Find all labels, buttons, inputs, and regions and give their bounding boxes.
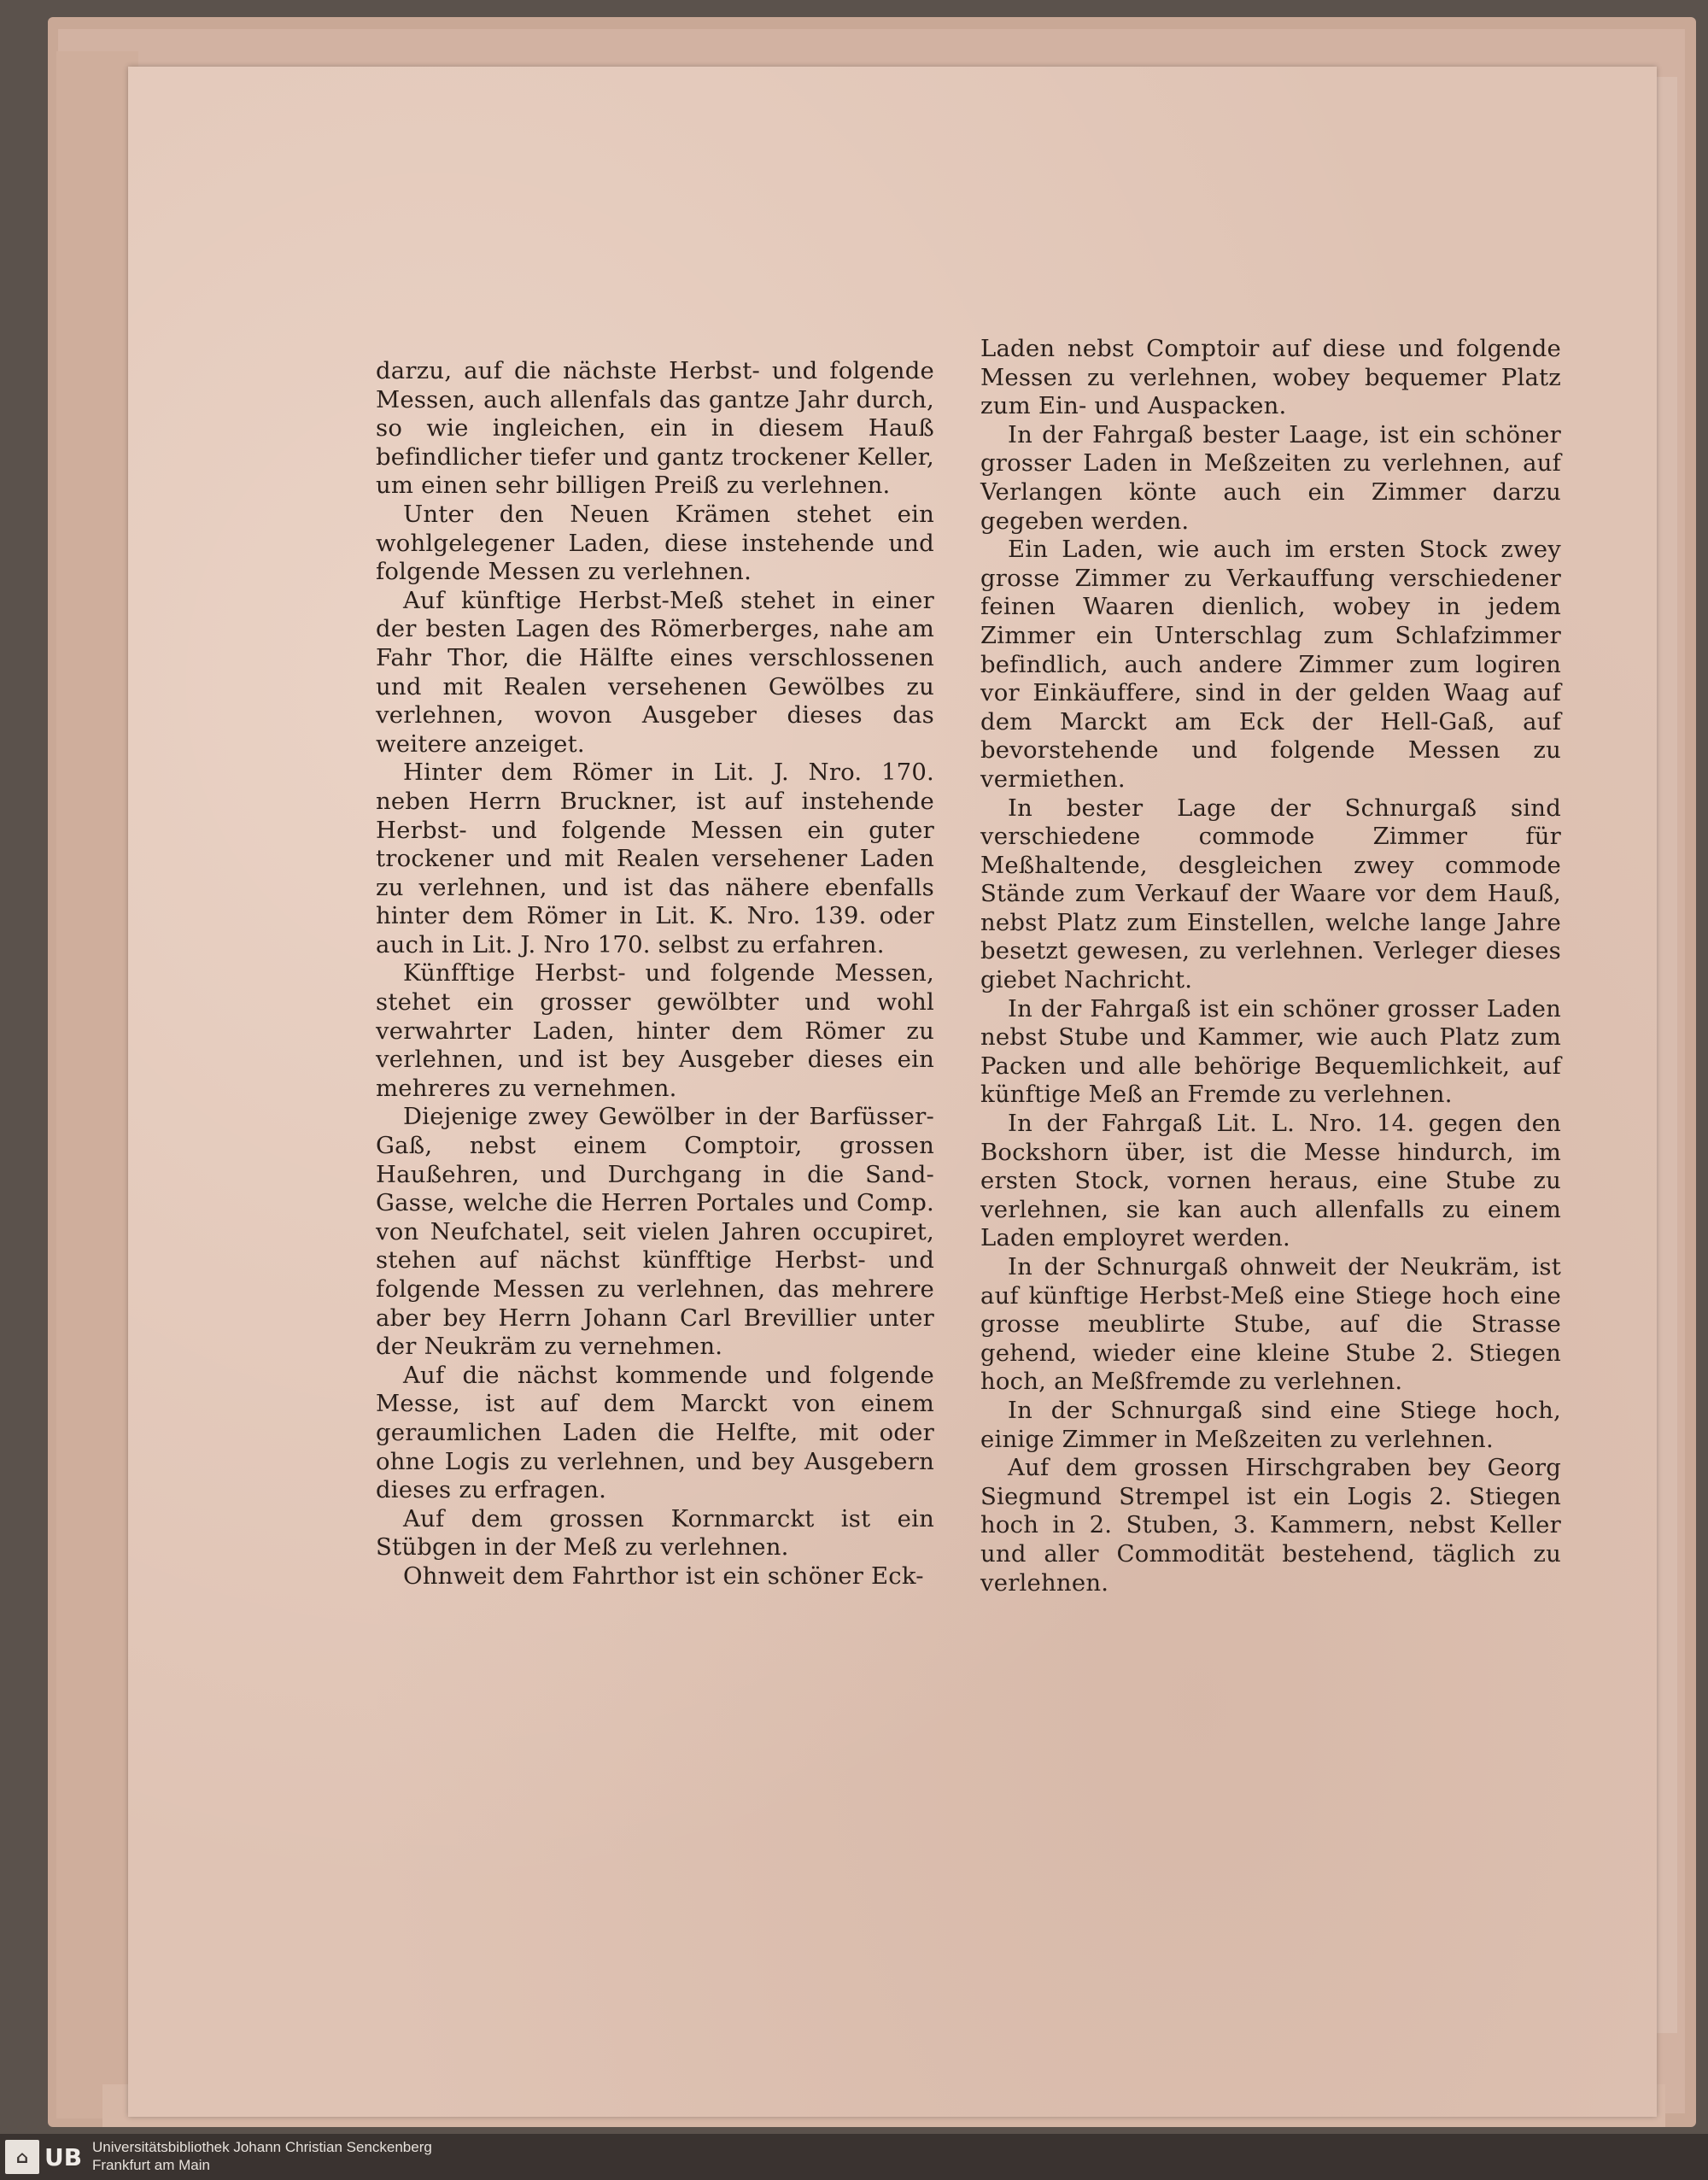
advert-paragraph: In der Fahrgaß bester Laage, ist ein schöner grosser Laden in Meßzeiten zu verlehnen, auf Verlangen könte auch ein Zimmer darzu gegeben werden. [980, 420, 1561, 535]
paper-stack-right-edge [1657, 77, 1677, 2033]
advert-paragraph: Auf dem grossen Kornmarckt ist ein Stübgen in der Meß zu verlehnen. [376, 1504, 934, 1562]
advert-paragraph: Ein Laden, wie auch im ersten Stock zwey grosse Zimmer zu Verkauffung verschiedener feinen Waaren dienlich, wobey in jedem Zimmer ein Unterschlag zum Schlafzimmer befindlich, auch andere Zimmer zum logiren vor Einkäuffere, sind in der gelden Waag auf dem Marckt am Eck der Hell-Gaß, auf bevorstehende und folgende Messen zu vermiethen. [980, 536, 1561, 793]
library-logo-icon: ⌂ [5, 2140, 39, 2174]
advert-paragraph: darzu, auf die nächste Herbst- und folgende Messen, auch allenfals das gantze Jahr durch, so wie ingleichen, ein in diesem Hauß befindlicher tiefer und gantz trockener Keller, um einen sehr billigen Preiß zu verlehnen. [376, 357, 934, 500]
library-footer-bar [0, 2134, 1708, 2180]
advert-paragraph: In der Schnurgaß ohnweit der Neukräm, ist auf künftige Herbst-Meß eine Stiege hoch eine grosse meublirte Stube, auf die Strasse gehend, wieder eine kleine Stube 2. Stiegen hoch, an Meßfremde zu verlehnen. [980, 1253, 1561, 1396]
advert-paragraph: Laden nebst Comptoir auf diese und folgende Messen zu verlehnen, wobey bequemer Platz zum Ein- und Auspacken. [980, 335, 1561, 420]
library-logo [5, 2139, 87, 2175]
paper-stack-left-edge [56, 51, 138, 2118]
left-text-column [376, 357, 934, 1591]
advert-paragraph: Auf künftige Herbst-Meß stehet in einer der besten Lagen des Römerberges, nahe am Fahr Thor, die Hälfte eines verschlossenen und mit Realen versehenen Gewölbes zu verlehnen, wovon Ausgeber dieses das weitere anzeiget. [376, 586, 934, 758]
advert-paragraph: Hinter dem Römer in Lit. J. Nro. 170. neben Herrn Bruckner, ist auf instehende Herbst- und folgende Messen ein guter trockener und mit Realen versehener Laden zu verlehnen, und ist das nähere ebenfalls hinter dem Römer in Lit. K. Nro. 139. oder auch in Lit. J. Nro 170. selbst zu erfahren. [376, 759, 934, 958]
advert-paragraph: Auf die nächst kommende und folgende Messe, ist auf dem Marckt von einem geraumlichen Laden die Helfte, mit oder ohne Logis zu verlehnen, und bey Ausgebern dieses zu erfragen. [376, 1361, 934, 1504]
advert-paragraph: Auf dem grossen Hirschgraben bey Georg Siegmund Strempel ist ein Logis 2. Stiegen hoch in 2. Stuben, 3. Kammern, nebst Keller und aller Commodität bestehend, täglich zu verlehnen. [980, 1454, 1561, 1597]
library-name: Universitätsbibliothek Johann Christian Senckenberg [92, 2139, 432, 2155]
advert-paragraph: Unter den Neuen Krämen stehet ein wohlgelegener Laden, diese instehende und folgende Messen zu verlehnen. [376, 500, 934, 586]
advert-paragraph: Diejenige zwey Gewölber in der Barfüsser-Gaß, nebst einem Comptoir, grossen Haußehren, und Durchgang in die Sand-Gasse, welche die Herren Portales und Comp. von Neufchatel, seit vielen Jahren occupiret, stehen auf nächst künfftige Herbst- und folgende Messen zu verlehnen, das mehrere aber bey Herrn Johann Carl Brevillier unter der Neukräm zu vernehmen. [376, 1103, 934, 1361]
advert-paragraph: In der Fahrgaß Lit. L. Nro. 14. gegen den Bockshorn über, ist die Messe hindurch, im ersten Stock, vornen heraus, eine Stube zu verlehnen, sie kan auch allenfalls zu einem Laden employret werden. [980, 1110, 1561, 1252]
advert-paragraph: Ohnweit dem Fahrthor ist ein schöner Eck- [403, 1562, 924, 1590]
advert-paragraph: In der Schnurgaß sind eine Stiege hoch, einige Zimmer in Meßzeiten zu verlehnen. [980, 1396, 1561, 1453]
advert-paragraph: In der Fahrgaß ist ein schöner grosser Laden nebst Stube und Kammer, wie auch Platz zum Packen und alle behörige Bequemlichkeit, auf künftige Meß an Fremde zu verlehnen. [980, 994, 1561, 1109]
advert-paragraph: In bester Lage der Schnurgaß sind verschiedene commode Zimmer für Meßhaltende, desgleichen zwey commode Stände zum Verkauf der Waare vor dem Hauß, nebst Platz zum Einstellen, welche lange Jahre besetzt gewesen, zu verlehnen. Verleger dieses giebet Nachricht. [980, 794, 1561, 994]
advert-paragraph: Künfftige Herbst- und folgende Messen, stehet ein grosser gewölbter und wohl verwahrter Laden, hinter dem Römer zu verlehnen, und ist bey Ausgeber dieses ein mehreres zu vernehmen. [376, 959, 934, 1102]
library-city: Frankfurt am Main [92, 2157, 210, 2173]
library-logo-text: UB [44, 2142, 83, 2171]
library-credit [92, 2138, 432, 2174]
right-text-column [980, 335, 1561, 1597]
